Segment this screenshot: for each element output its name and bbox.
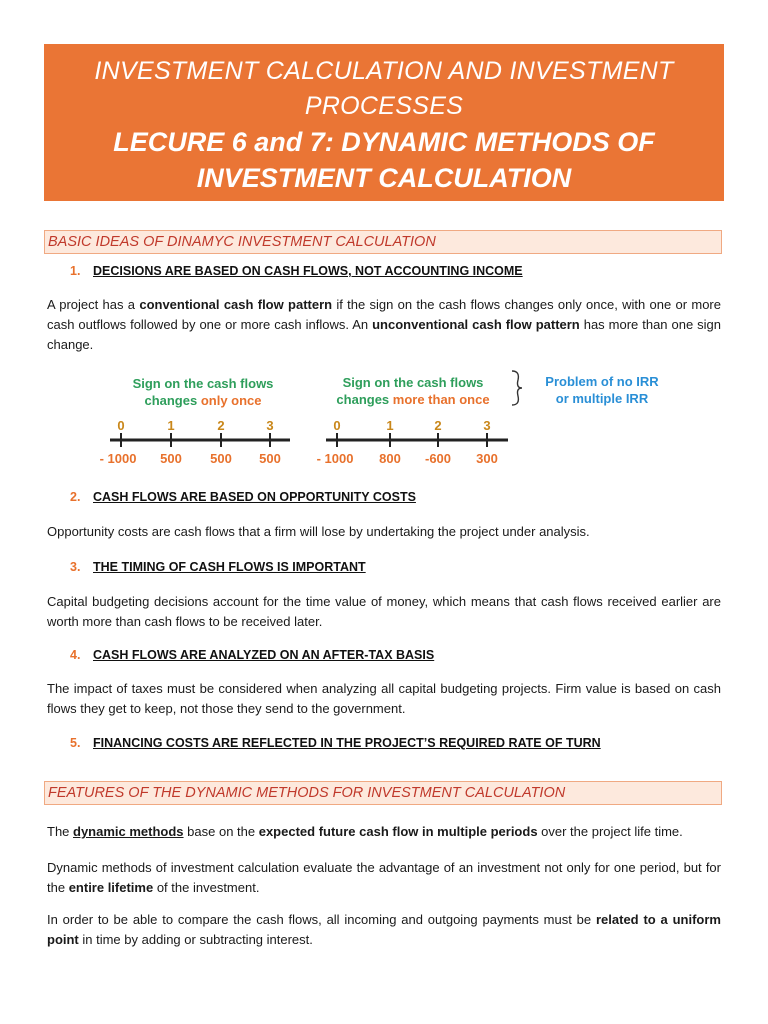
right-flow-2: -600 [424,451,452,466]
list-label: DECISIONS ARE BASED ON CASH FLOWS, NOT ACCOUNTING INCOME [93,264,523,278]
paragraph-lifetime [47,858,721,898]
list-item-1 [70,263,523,279]
left-caption-line-2 [144,393,261,408]
term-uniform-point: related to a uniform point [47,912,721,947]
title-banner [44,44,724,201]
right-caption-line-2 [336,392,489,407]
text: in time by adding or subtracting interest. [78,932,313,947]
right-period-2: 2 [434,418,442,433]
title-line-1: INVESTMENT CALCULATION AND INVESTMENT [94,57,674,85]
left-caption-changes: changes [144,393,201,408]
title-line-2: PROCESSES [304,92,464,120]
text: The [47,824,74,839]
text: of the investment. [153,880,260,895]
list-label: CASH FLOWS ARE ANALYZED ON AN AFTER-TAX BASIS [93,648,435,662]
term-expected-cash-flow: expected future cash flow in multiple periods [258,824,538,839]
right-caption-line-1: Sign on the cash flows [342,375,484,390]
right-flow-1: 800 [379,451,401,466]
left-caption-line-1: Sign on the cash flows [132,376,274,391]
text: over the project life time. [537,824,683,839]
right-flow-0: - 1000 [316,451,354,466]
right-caption-highlight: more than once [392,392,490,407]
list-number: 5. [70,736,81,750]
list-item-5 [70,735,601,751]
list-number: 1. [70,264,81,278]
paragraph-taxes: The impact of taxes must be considered when analyzing all capital budgeting projects. Firm value is based on cash flows they get to keep, not those they send to the government. [47,681,721,716]
right-flow-3: 300 [476,451,498,466]
list-item-2 [70,489,416,505]
paragraph-dynamic-methods [47,822,721,842]
left-caption-highlight: only once [200,393,262,408]
section-heading-basic-ideas: BASIC IDEAS OF DINAMYC INVESTMENT CALCULATION [44,230,722,254]
irr-note-line-2: or multiple IRR [555,391,649,406]
right-period-0: 0 [333,418,341,433]
title-line-3: LECURE 6 and 7: DYNAMIC METHODS OF [113,127,655,157]
text: In order to be able to compare the cash flows, all incoming and outgoing payments must be [47,912,596,927]
left-flow-3: 500 [259,451,281,466]
paragraph-uniform-point [47,910,721,950]
title-line-4: INVESTMENT CALCULATION [196,163,572,193]
list-label: CASH FLOWS ARE BASED ON OPPORTUNITY COSTS [93,490,416,504]
list-label: THE TIMING OF CASH FLOWS IS IMPORTANT [93,560,366,574]
right-period-3: 3 [483,418,491,433]
text: A project has a [47,297,140,312]
paragraph-opportunity-costs: Opportunity costs are cash flows that a firm will lose by undertaking the project under analysis. [47,524,590,539]
left-flow-1: 500 [160,451,182,466]
right-caption-changes: changes [336,392,393,407]
term-conventional: conventional cash flow pattern [139,297,333,312]
text: has more than one sign change. [47,317,721,352]
cash-flow-figure [80,365,700,475]
paragraph-timing: Capital budgeting decisions account for the time value of money, which means that cash flows received earlier are worth more than cash flows to be received later. [47,594,721,629]
text: base on the [183,824,259,839]
list-label: FINANCING COSTS ARE REFLECTED IN THE PROJECT’S REQUIRED RATE OF TURN [93,736,601,750]
text: Dynamic methods of investment calculation evaluate the advantage of an investment not only for one period, but for the [47,860,721,895]
text: if the sign on the cash flows changes only once, with one or more cash outflows followed by one or more cash inflows. An [47,297,721,332]
left-flow-0: - 1000 [99,451,137,466]
left-period-3: 3 [266,418,274,433]
term-dynamic-methods: dynamic methods [73,824,184,839]
list-number: 3. [70,560,81,574]
left-period-0: 0 [117,418,125,433]
section-heading-features: FEATURES OF THE DYNAMIC METHODS FOR INVESTMENT CALCULATION [44,781,722,805]
paragraph-cash-flow-pattern [47,295,721,355]
list-item-4 [70,647,434,663]
right-period-1: 1 [386,418,394,433]
left-flow-2: 500 [210,451,232,466]
term-entire-lifetime: entire lifetime [68,880,154,895]
list-number: 4. [70,648,81,662]
list-number: 2. [70,490,81,504]
term-unconventional: unconventional cash flow pattern [372,317,580,332]
left-period-1: 1 [167,418,175,433]
irr-note-line-1: Problem of no IRR [545,374,659,389]
list-item-3 [70,559,366,575]
left-period-2: 2 [217,418,225,433]
brace-icon [512,371,522,405]
